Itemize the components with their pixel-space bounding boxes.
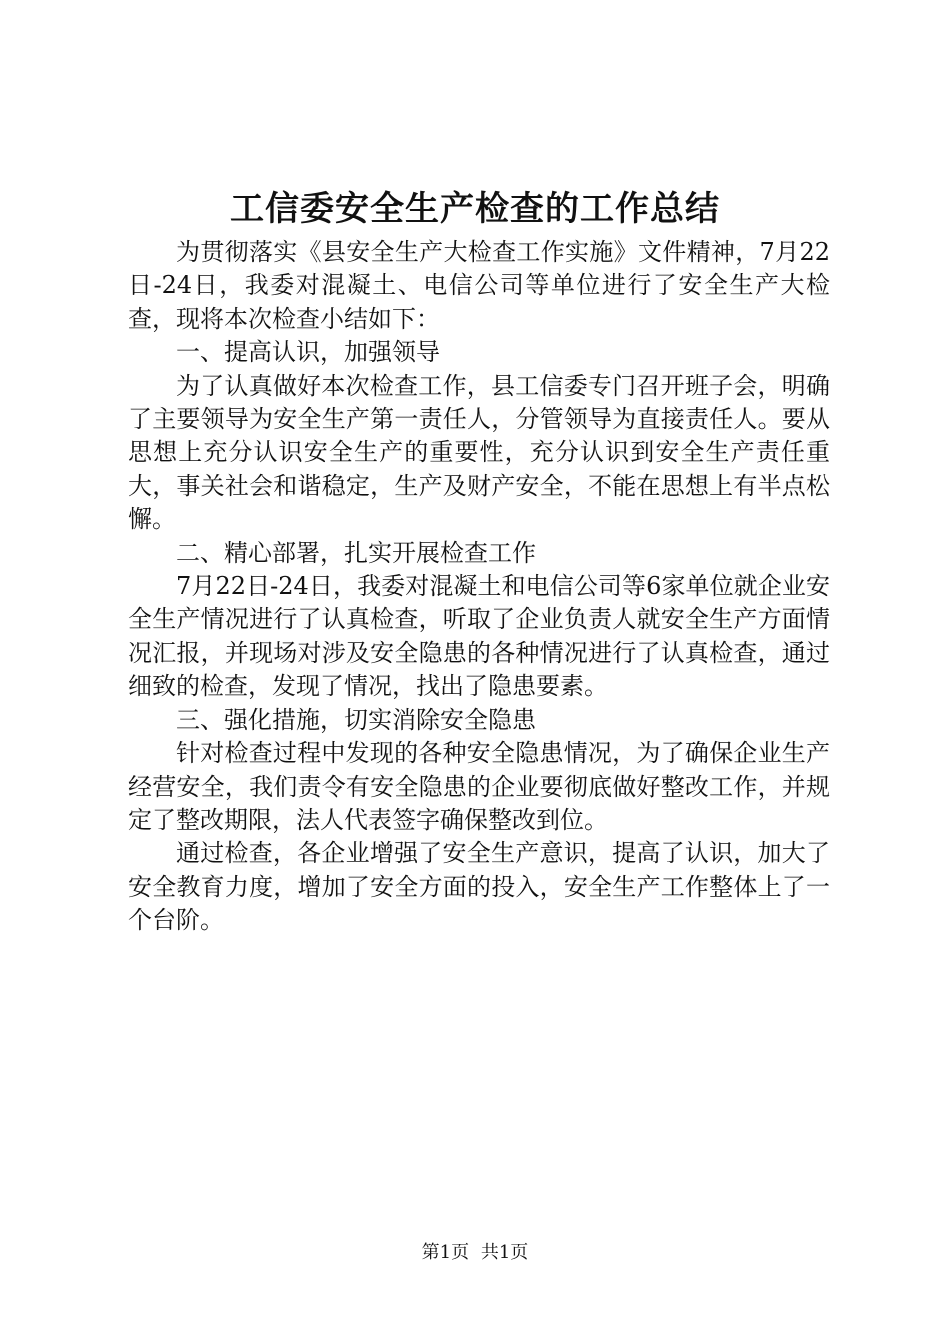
page-footer bbox=[0, 1241, 950, 1265]
section-heading-1: 一、提高认识，加强领导 bbox=[176, 338, 440, 367]
document-body bbox=[128, 236, 830, 938]
document-title: 工信委安全生产检查的工作总结 bbox=[230, 189, 720, 229]
page-number-total: 共1页 bbox=[480, 1242, 529, 1263]
paragraph-section-2: 7月22日-24日，我委对混凝土和电信公司等6家单位就企业安全生产情况进行了认真检查，听取了企业负责人就安全生产方面情况汇报，并现场对涉及安全隐患的各种情况进行了认真检查，通过细致的检查，发现了情况，找出了隐患要素。 bbox=[128, 572, 830, 701]
section-heading-2: 二、精心部署，扎实开展检查工作 bbox=[176, 538, 536, 567]
page-number-current: 第1页 bbox=[421, 1242, 470, 1263]
paragraph-section-3: 针对检查过程中发现的各种安全隐患情况，为了确保企业生产经营安全，我们责令有安全隐患的企业要彻底做好整改工作，并规定了整改期限，法人代表签字确保整改到位。 bbox=[128, 739, 830, 834]
section-heading-3: 三、强化措施，切实消除安全隐患 bbox=[176, 705, 536, 734]
paragraph-section-1: 为了认真做好本次检查工作，县工信委专门召开班子会，明确了主要领导为安全生产第一责任人，分管领导为直接责任人。要从思想上充分认识安全生产的重要性，充分认识到安全生产责任重大，事关社会和谐稳定，生产及财产安全，不能在思想上有半点松懈。 bbox=[128, 371, 830, 534]
paragraph-intro: 为贯彻落实《县安全生产大检查工作实施》文件精神，7月22日-24日，我委对混凝土、电信公司等单位进行了安全生产大检查，现将本次检查小结如下： bbox=[128, 238, 830, 333]
paragraph-conclusion: 通过检查，各企业增强了安全生产意识，提高了认识，加大了安全教育力度，增加了安全方面的投入，安全生产工作整体上了一个台阶。 bbox=[128, 839, 830, 935]
